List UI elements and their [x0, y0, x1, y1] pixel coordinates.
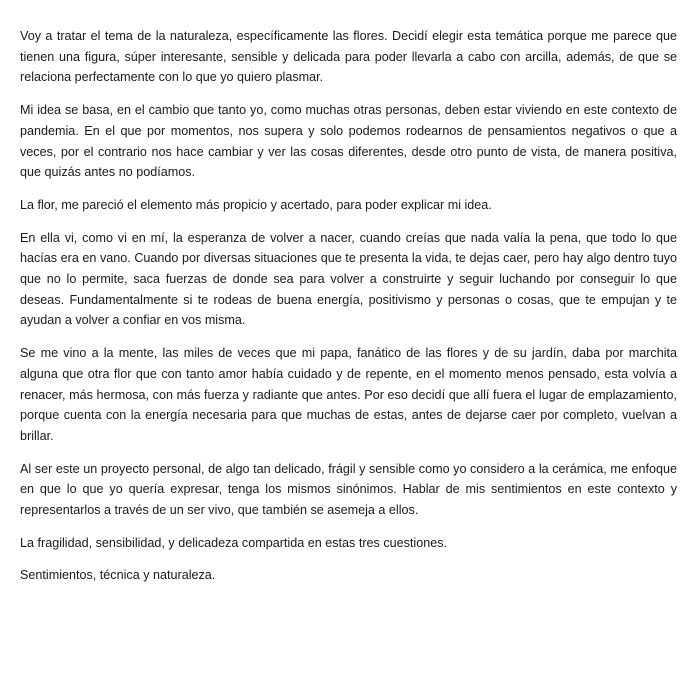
paragraph-8: Sentimientos, técnica y naturaleza. — [20, 568, 216, 583]
document-body — [20, 26, 677, 586]
paragraph-5: Se me vino a la mente, las miles de veces que mi papa, fanático de las flores y de su jardín, daba por marchita alguna que otra flor que con tanto amor había cuidado y de repente, en el momento menos pensado, esta volvía a renacer, más hermosa, con más fuerza y radiante que antes. Por eso decidí que allí fuera el lugar de emplazamiento, porque cuenta con la energía necesaria para que muchas de estas, antes de dejarse caer por completo, vuelvan a brillar. — [20, 346, 677, 443]
paragraph-3: La flor, me pareció el elemento más propicio y acertado, para poder explicar mi idea. — [20, 197, 492, 212]
paragraph-4: En ella vi, como vi en mí, la esperanza de volver a nacer, cuando creías que nada valía la pena, que todo lo que hacías era en vano. Cuando por diversas situaciones que te presenta la vida, te dejas caer, pero hay algo dentro tuyo que no lo permite, saca fuerzas de donde sea para volver a construirte y seguir luchando por conseguir lo que deseas. Fundamentalmente si te rodeas de buena energía, positivismo y personas o cosas, que te empujan y te ayudan a volver a confiar en vos misma. — [20, 230, 677, 328]
paragraph-6: Al ser este un proyecto personal, de algo tan delicado, frágil y sensible como yo considero a la cerámica, me enfoque en que lo que yo quería expresar, tenga los mismos sinónimos. Hablar de mis sentimientos en este contexto y representarlos a través de un ser vivo, que también se asemeja a ellos. — [20, 461, 677, 518]
paragraph-1: Voy a tratar el tema de la naturaleza, específicamente las flores. Decidí elegir esta temática porque me parece que tienen una figura, súper interesante, sensible y delicada para poder llevarla a cabo con arcilla, además, de que se relaciona perfectamente con lo que yo quiero plasmar. — [20, 29, 677, 85]
paragraph-2: Mi idea se basa, en el cambio que tanto yo, como muchas otras personas, deben estar viviendo en este contexto de pandemia. En el que por momentos, nos supera y solo podemos rodearnos de pensamientos negativos o que a veces, por el contrario nos hace cambiar y ver las cosas diferentes, desde otro punto de vista, de manera positiva, que quizás antes no podíamos. — [20, 103, 677, 180]
paragraph-7: La fragilidad, sensibilidad, y delicadeza compartida en estas tres cuestiones. — [20, 535, 448, 550]
